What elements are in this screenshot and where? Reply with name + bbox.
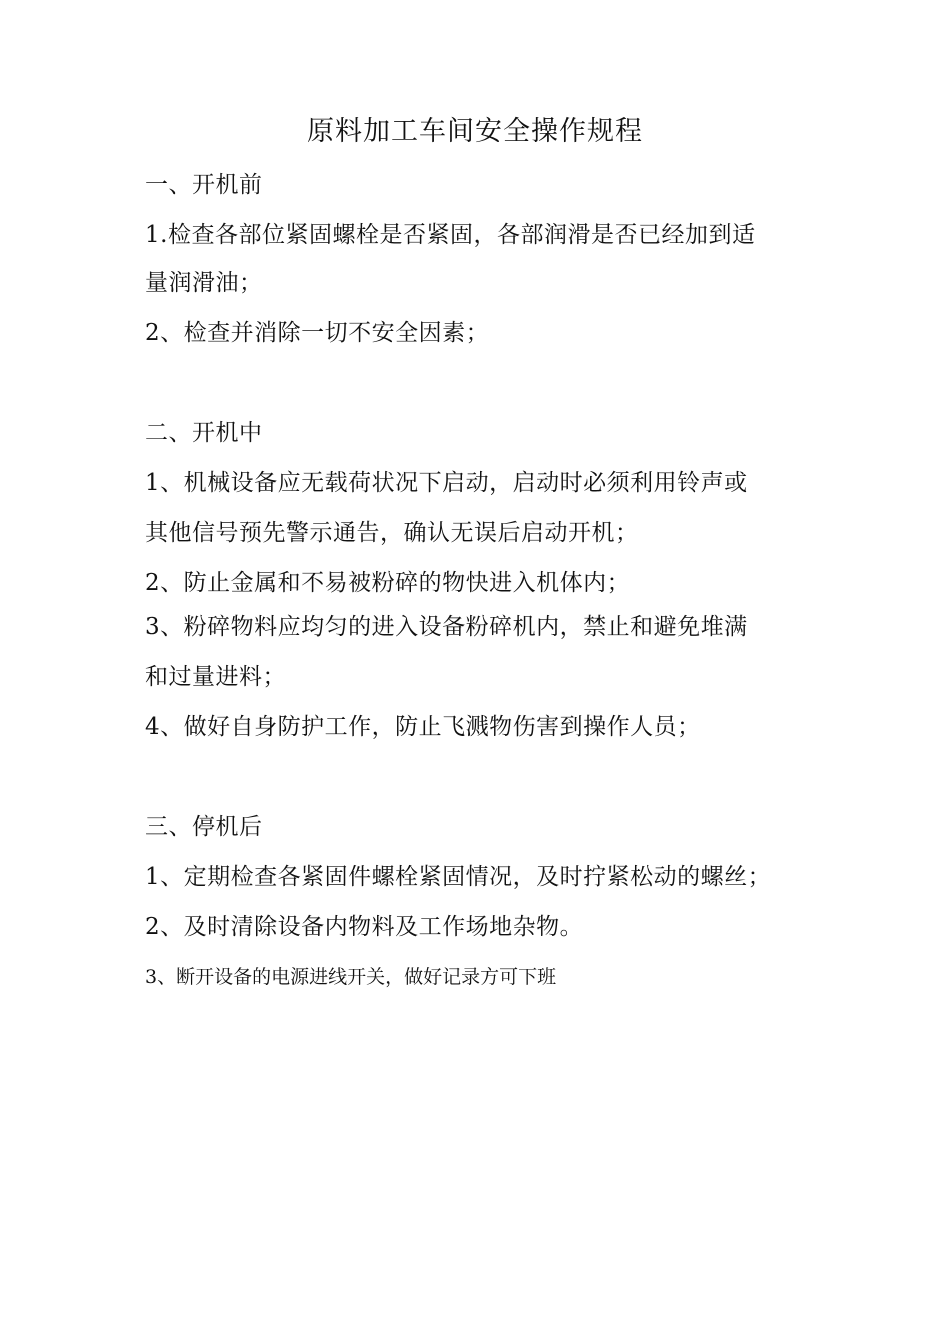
paragraph-line: 量润滑油；	[145, 270, 263, 296]
paragraph-line: 2、防止金属和不易被粉碎的物快进入机体内；	[145, 570, 631, 596]
paragraph-line: 3、粉碎物料应均匀的进入设备粉碎机内，禁止和避免堆满	[145, 614, 748, 640]
paragraph-line: 2、及时清除设备内物料及工作场地杂物。	[145, 914, 584, 940]
section-heading: 二、开机中	[145, 420, 263, 446]
paragraph-line: 3、断开设备的电源进线开关，做好记录方可下班	[145, 966, 557, 988]
section-heading: 一、开机前	[145, 172, 263, 198]
document-title: 原料加工车间安全操作规程	[307, 116, 643, 147]
paragraph-line: 1、机械设备应无载荷状况下启动，启动时必须利用铃声或	[145, 470, 748, 496]
paragraph-line: 1.检查各部位紧固螺栓是否紧固，各部润滑是否已经加到适	[145, 222, 756, 248]
section-heading: 三、停机后	[145, 814, 263, 840]
paragraph-line: 1、定期检查各紧固件螺栓紧固情况，及时拧紧松动的螺丝；	[145, 864, 772, 890]
paragraph-line: 4、做好自身防护工作，防止飞溅物伤害到操作人员；	[145, 714, 701, 740]
paragraph-line: 其他信号预先警示通告，确认无误后启动开机；	[145, 520, 639, 546]
paragraph-line: 和过量进料；	[145, 664, 286, 690]
paragraph-line: 2、检查并消除一切不安全因素；	[145, 320, 490, 346]
